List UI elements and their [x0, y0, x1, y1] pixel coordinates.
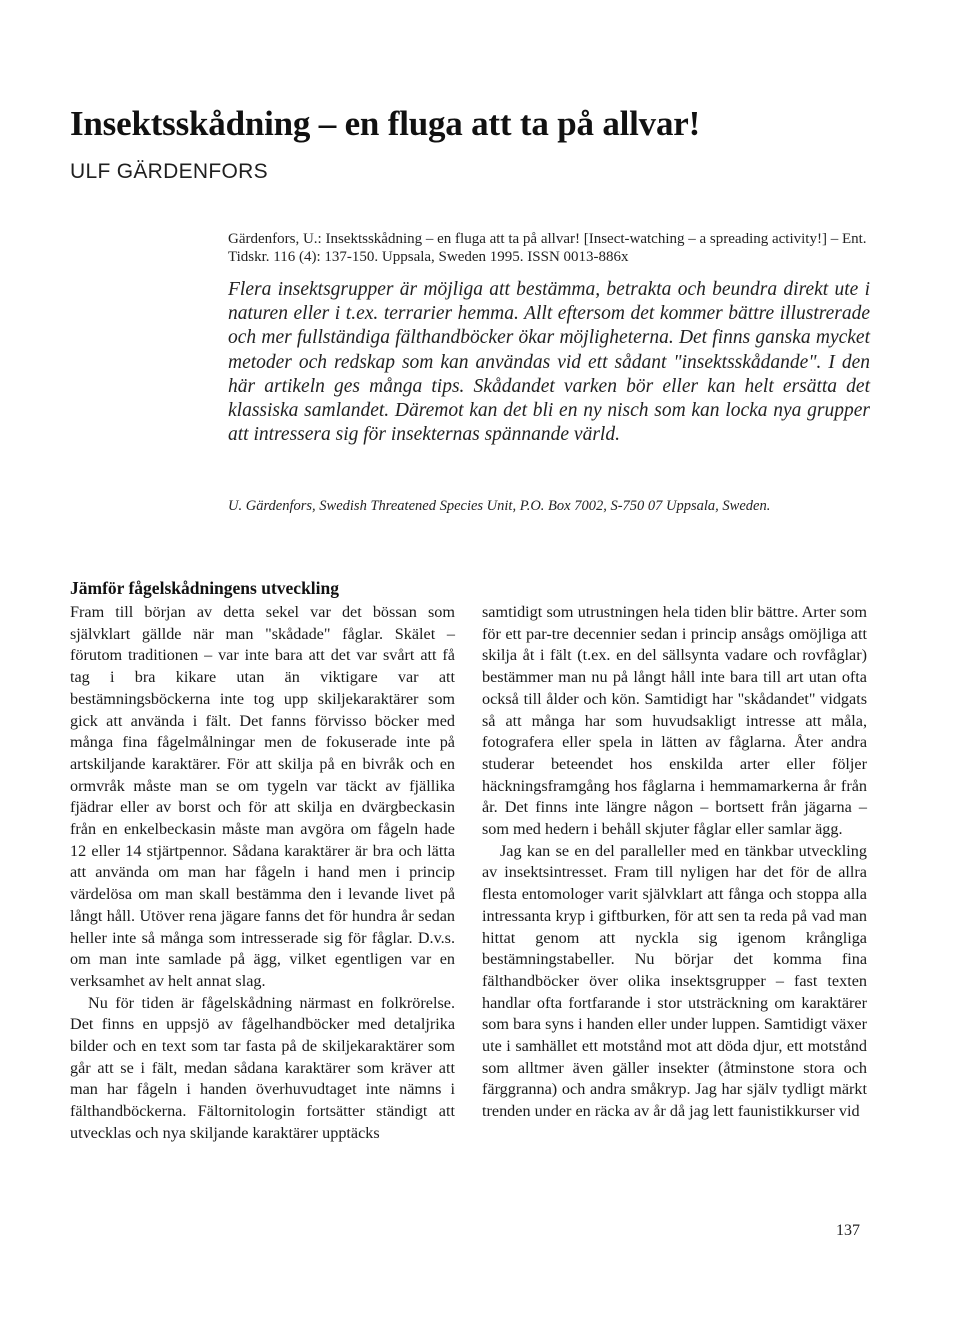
- left-column: [70, 602, 455, 1145]
- article-title: Insektsskådning – en fluga att ta på allvar!: [70, 104, 701, 143]
- citation: Gärdenfors, U.: Insektsskådning – en fluga att ta på allvar! [Insect-watching – a spreading activity!] – Ent. Tidskr. 116 (4): 137-150. Uppsala, Sweden 1995. ISSN 0013-886x: [228, 231, 867, 265]
- left-paragraph-1: Fram till början av detta sekel var det bössan som självklart gällde när man "skådade" fåglar. Skälet – förutom traditionen – var inte bara att det var svårt att få tag i bra kikare utan än viktigare var att bestämningsböckerna inte tog upp skiljekaraktärer som gick att använda i fält. Det fanns förvisso böcker med många fina fågelmålningar men de fokuserade inte på artskiljande karaktärer. För att skilja på en bivråk och en ormvråk måste man se om tygeln var täckt av fjällika fjädrar eller av borst och för att skilja en dvärgbeckasin från en enkelbeckasin måste man avgöra om fågeln hade 12 eller 14 stjärtpennor. Sådana karaktärer är bra och lätta att använda om man har fågeln i hand men i princip värdelösa om man skall bestämma den i levande livet på långt håll. Utöver rena jägare fanns det för hundra år sedan heller inte så många som intresserade sig för fåglar. D.v.s. om man inte samlade på ägg, vilket egentligen var en verksamhet av helt annat slag.: [70, 603, 455, 990]
- section-heading: Jämför fågelskådningens utveckling: [70, 578, 340, 598]
- abstract: Flera insektsgrupper är möjliga att bestämma, betrakta och beundra direkt ute i naturen eller i t.ex. terrarier hemma. Allt eftersom det kommer bättre illustrerade och mer fullständiga fälthandböcker ökar möjligheterna. Det finns ganska mycket metoder och redskap som kan användas vid ett sådant "insektsskådande". I den här artikeln ges många tips. Skådandet varken bör eller kan helt ersätta det klassiska samlandet. Däremot kan det bli en ny nisch som kan locka nya grupper att intressera sig för insekternas spännande värld.: [228, 279, 870, 446]
- right-column: [482, 602, 867, 1123]
- page-number: 137: [836, 1222, 860, 1239]
- left-paragraph-2: Nu för tiden är fågelskådning närmast en folkrörelse. Det finns en uppsjö av fågelhandböcker med detaljrika bilder och en text som tar fasta på de skiljekaraktärer som går att se i fält, medan sådana karaktärer som kräver att man har fågeln i handen överhuvudtaget inte nämns i fälthandböckerna. Fältornitologin fortsätter ständigt att utvecklas och nya skiljande karaktärer upptäcks: [70, 993, 455, 1142]
- article-author: ULF GÄRDENFORS: [70, 160, 268, 183]
- right-paragraph-2: Jag kan se en del paralleller med en tänkbar utveckling av insektsintresset. Fram till nyligen har det för de allra flesta entomologer varit självklart att fånga och stoppa alla intressanta kryp i giftburken, för att sen ta reda på vad man hittat genom att nyckla sig igenom krångliga bestämningstabeller. Nu börjar det komma fina fälthandböcker över olika insektsgrupper – fast texten handlar ofta fortfarande i stor utsträckning om karaktärer som bara syns i handen eller under luppen. Samtidigt växer ute i samhället ett motstånd mot att döda djur, ett motstånd som alltmer även gäller insekter (åtminstone stora och färggranna) och andra småkryp. Jag har själv tydligt märkt trenden under en räcka av år då jag lett faunistikkurser vid: [482, 841, 867, 1121]
- right-paragraph-1: samtidigt som utrustningen hela tiden blir bättre. Arter som för ett par-tre decennier sedan i princip ansågs omöjliga att skilja åt i fält (t.ex. en del sällsynta vadare och rovfåglar) bestämmer man nu på långt håll inte bara till art utan ofta också till ålder och kön. Samtidigt har "skådandet" vidgats så att många har som huvudsakligt intresse att måla, fotografera eller spela in lätten av fåglarna. Åter andra studerar beteendet hos enskilda arter eller följer häckningsframgång hos fåglarna i hemmamarkerna år från år. Det finns inte längre någon – bortsett från jägarna – som med hedern i behåll skjuter fåglar eller samlar ägg.: [482, 603, 867, 839]
- author-affiliation: U. Gärdenfors, Swedish Threatened Species Unit, P.O. Box 7002, S-750 07 Uppsala, Sweden.: [228, 498, 771, 514]
